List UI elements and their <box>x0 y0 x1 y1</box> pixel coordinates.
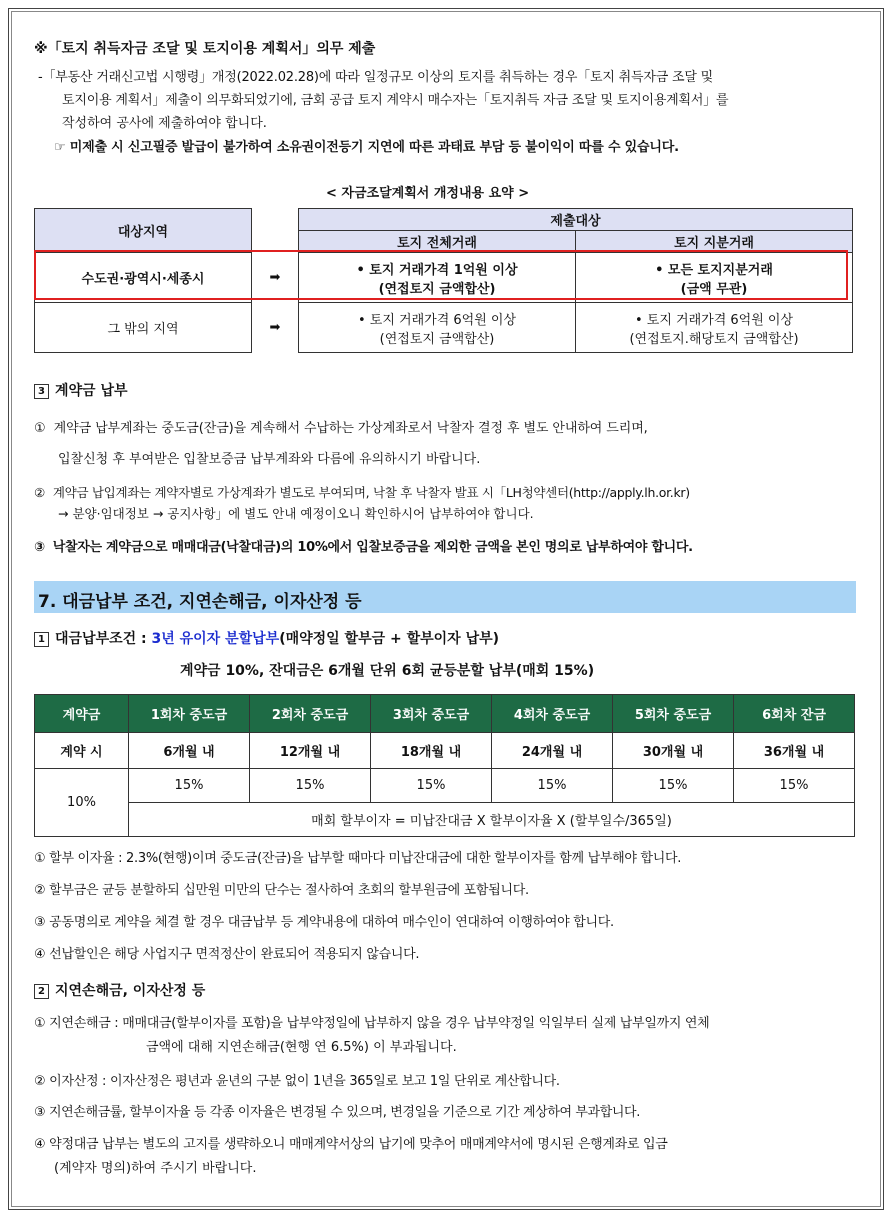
whole-line-2: (연접토지 금액합산) <box>379 331 495 347</box>
region-cell: 그 밖의 지역 <box>35 303 252 353</box>
table-cell: 30개월 내 <box>613 733 734 769</box>
spacer <box>252 209 299 253</box>
payment-table <box>34 694 855 837</box>
table-row <box>35 769 855 803</box>
delay-note-1-cont: 금액에 대해 지연손해금(현행 연 6.5%) 이 부과됩니다. <box>146 1040 457 1055</box>
col-target-header: 제출대상 <box>299 209 853 231</box>
deposit-heading <box>34 380 128 400</box>
delay-note-3: ③ 지연손해금률, 할부이자율 등 각종 이자율은 변경될 수 있으며, 변경일을 기준으로 기간 계상하여 부과합니다. <box>34 1105 640 1120</box>
deposit-title: 계약금 납부 <box>55 383 128 399</box>
table-header: 계약금 <box>35 695 129 733</box>
payment-heading: 1 대금납부조건 : 3년 유이자 분할납부(매약정일 할부금 + 할부이자 납부) <box>34 628 499 648</box>
table-header: 3회차 중도금 <box>371 695 492 733</box>
table-cell: 계약 시 <box>35 733 129 769</box>
table-header: 5회차 중도금 <box>613 695 734 733</box>
table-cell: 15% <box>129 769 250 803</box>
deposit-item-2-cont: → 분양·임대정보 → 공지사항」에 별도 안내 예정이오니 확인하시어 납부하여야 합니다. <box>58 506 534 521</box>
notice-warning: ☞ 미제출 시 신고필증 발급이 불가하여 소유권이전등기 지연에 따른 과태료 부담 등 불이익이 따를 수 있습니다. <box>54 140 679 155</box>
section-number-box: 2 <box>34 984 49 999</box>
deposit-item-3: ③ 낙찰자는 계약금으로 매매대금(낙찰대금)의 10%에서 입찰보증금을 제외한 금액을 본인 명의로 납부하여야 합니다. <box>34 540 693 555</box>
payment-note-2: ② 할부금은 균등 분할하되 십만원 미만의 단수는 절사하여 초회의 할부원금에 포함됩니다. <box>34 883 529 898</box>
col-whole-header: 토지 전체거래 <box>299 231 576 253</box>
highlight-box <box>34 250 848 300</box>
table-row <box>35 733 855 769</box>
payment-highlight: 3년 유이자 분할납부 <box>151 631 280 647</box>
table-cell: 36개월 내 <box>734 733 855 769</box>
summary-caption: < 자금조달계획서 개정내용 요약 > <box>326 186 530 201</box>
section-7-title: 7. 대금납부 조건, 지연손해금, 이자산정 등 <box>38 592 362 612</box>
table-cell: 15% <box>250 769 371 803</box>
delay-note-2: ② 이자산정 : 이자산정은 평년과 윤년의 구분 없이 1년을 365일로 보고 1일 단위로 계산합니다. <box>34 1074 560 1089</box>
arrow-icon: ➡ <box>252 253 299 303</box>
table-cell: 24개월 내 <box>492 733 613 769</box>
delay-title: 지연손해금, 이자산정 등 <box>55 983 206 999</box>
notice-line-2: 토지이용 계획서」제출이 의무화되었기에, 금회 공급 토지 계약시 매수자는「토지취득 자금 조달 및 토지이용계획서」를 <box>62 93 729 108</box>
table-cell: 6개월 내 <box>129 733 250 769</box>
table-cell: 15% <box>492 769 613 803</box>
section-number-box: 1 <box>34 632 49 647</box>
payment-note-3: ③ 공동명의로 계약을 체결 할 경우 대금납부 등 계약내용에 대하여 매수인이 연대하여 이행하여야 합니다. <box>34 915 614 930</box>
whole-line-1: • 토지 거래가격 6억원 이상 <box>357 312 517 328</box>
table-cell: 12개월 내 <box>250 733 371 769</box>
table-cell: 10% <box>35 769 129 837</box>
share-cell <box>576 303 853 353</box>
notice-title: ※「토지 취득자금 조달 및 토지이용 계획서」의무 제출 <box>34 41 376 57</box>
payment-note-1: ① 할부 이자율 : 2.3%(현행)이며 중도금(잔금)을 납부할 때마다 미납잔대금에 대한 할부이자를 함께 납부해야 합니다. <box>34 851 682 866</box>
table-cell: 18개월 내 <box>371 733 492 769</box>
col-share-header: 토지 지분거래 <box>576 231 853 253</box>
table-cell: 15% <box>613 769 734 803</box>
arrow-icon: ➡ <box>252 303 299 353</box>
deposit-item-1-cont: 입찰신청 후 부여받은 입찰보증금 납부계좌와 다름에 유의하시기 바랍니다. <box>58 452 481 467</box>
table-header-row <box>35 695 855 733</box>
share-line-2: (금액 무관) <box>680 281 748 297</box>
table-cell: 15% <box>371 769 492 803</box>
notice-line-3: 작성하여 공사에 제출하여야 합니다. <box>62 116 267 131</box>
payment-subtitle: 계약금 10%, 잔대금은 6개월 단위 6회 균등분할 납부(매회 15%) <box>180 663 595 679</box>
table-row <box>35 803 855 837</box>
delay-note-4-cont: (계약자 명의)하여 주시기 바랍니다. <box>54 1161 257 1176</box>
table-header: 1회차 중도금 <box>129 695 250 733</box>
deposit-item-2: ② 계약금 납입계좌는 계약자별로 가상계좌가 별도로 부여되며, 낙찰 후 낙찰자 발표 시「LH청약센터(http://apply.lh.or.kr) <box>34 485 690 500</box>
whole-line-2: (연접토지 금액합산) <box>378 281 496 297</box>
whole-cell <box>299 303 576 353</box>
region-cell: 수도권·광역시·세종시 <box>35 253 252 303</box>
table-header: 4회차 중도금 <box>492 695 613 733</box>
col-region-header: 대상지역 <box>35 209 252 253</box>
share-line-2: (연접토지.해당토지 금액합산) <box>629 331 799 347</box>
whole-line-1: • 토지 거래가격 1억원 이상 <box>356 262 518 278</box>
table-header: 6회차 잔금 <box>734 695 855 733</box>
payment-note-4: ④ 선납할인은 해당 사업지구 면적정산이 완료되어 적용되지 않습니다. <box>34 947 420 962</box>
section-number-box: 3 <box>34 384 49 399</box>
share-line-1: • 모든 토지지분거래 <box>655 262 773 278</box>
delay-note-1: ① 지연손해금 : 매매대금(할부이자를 포함)을 납부약정일에 납부하지 않을 경우 납부약정일 익일부터 실제 납부일까지 연체 <box>34 1016 710 1031</box>
deposit-item-1: ① 계약금 납부계좌는 중도금(잔금)을 계속해서 수납하는 가상계좌로서 낙찰자 결정 후 별도 안내하여 드리며, <box>34 421 648 436</box>
delay-note-4: ④ 약정대금 납부는 별도의 고지를 생략하오니 매매계약서상의 납기에 맞추어 매매계약서에 명시된 은행계좌로 입금 <box>34 1137 668 1152</box>
notice-line-1: -「부동산 거래신고법 시행령」개정(2022.02.28)에 따라 일정규모 이상의 토지를 취득하는 경우「토지 취득자금 조달 및 <box>38 70 714 85</box>
delay-heading <box>34 980 205 1000</box>
formula-cell: 매회 할부이자 = 미납잔대금 X 할부이자율 X (할부일수/365일) <box>129 803 855 837</box>
share-line-1: • 토지 거래가격 6억원 이상 <box>634 312 794 328</box>
table-cell: 15% <box>734 769 855 803</box>
table-header: 2회차 중도금 <box>250 695 371 733</box>
